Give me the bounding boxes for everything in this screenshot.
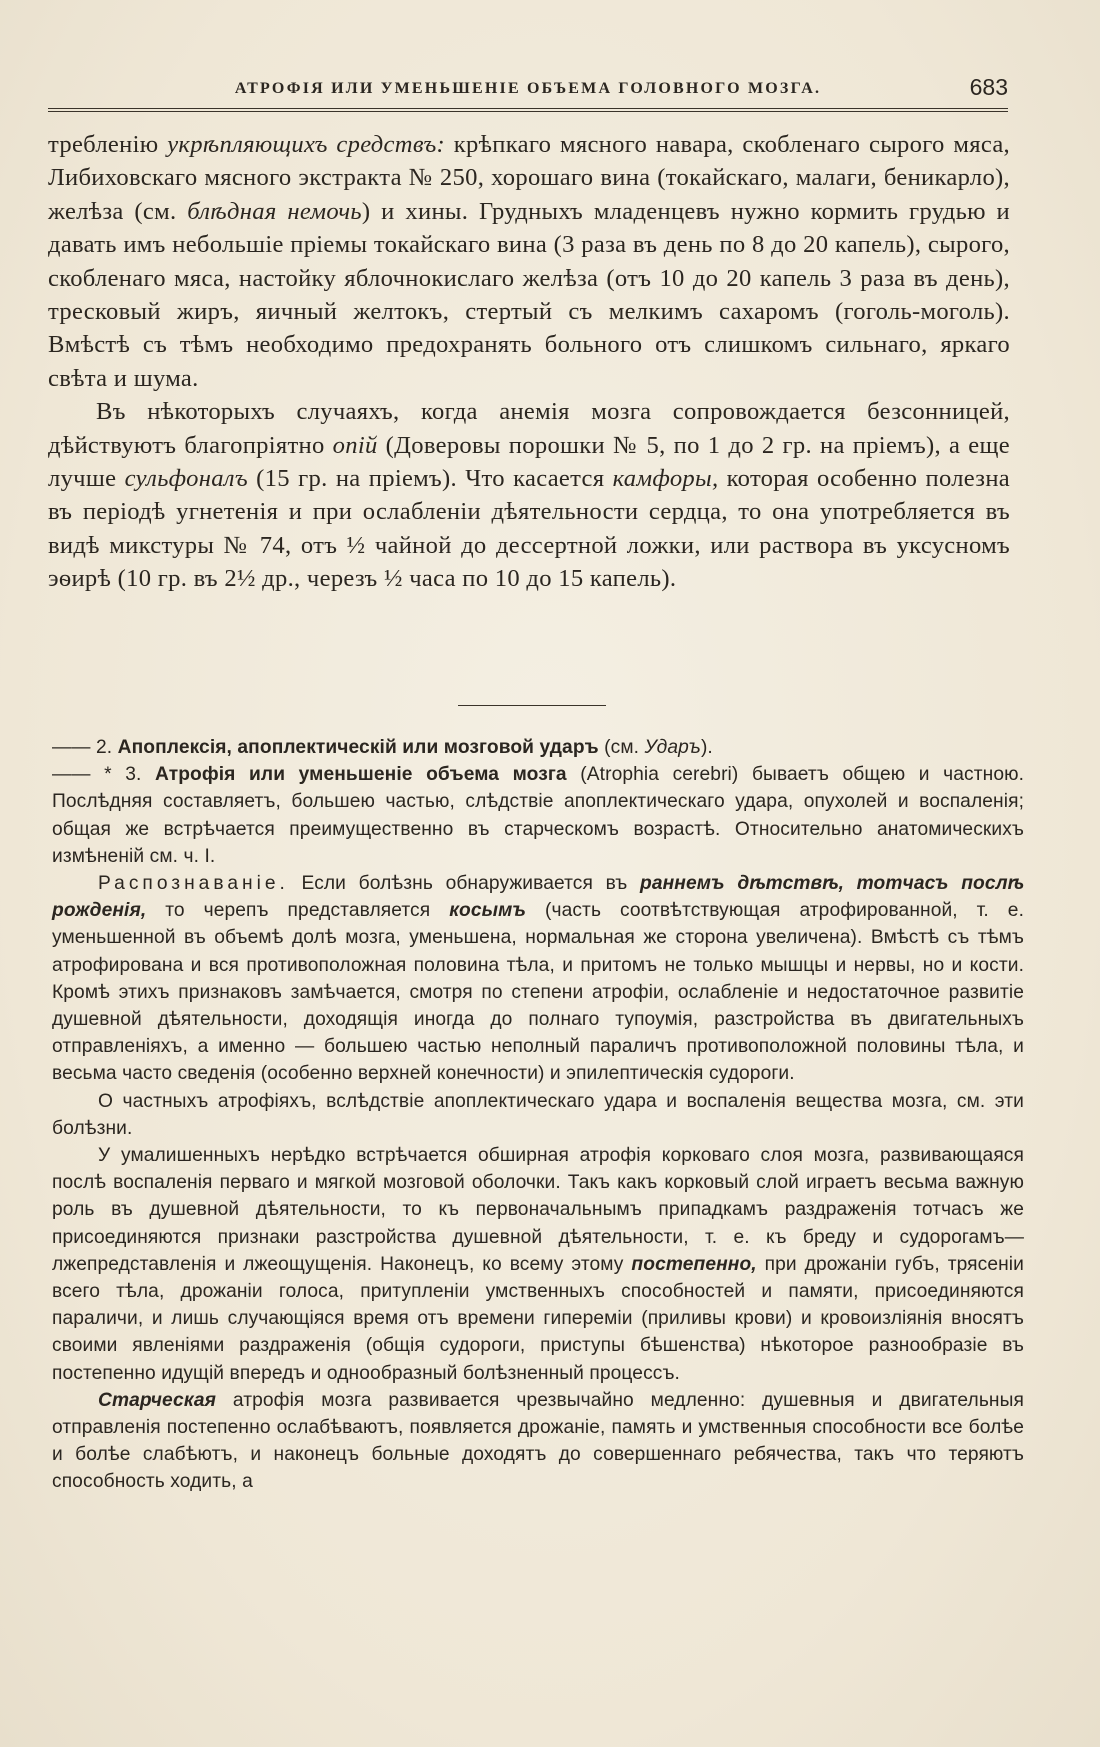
paragraph-senile [52, 1387, 1024, 1496]
paragraph-diagnosis [52, 870, 1024, 1088]
cross-reference: Ударъ [644, 737, 701, 758]
main-text-block [48, 128, 1010, 596]
paragraph-insomnia [48, 395, 1010, 595]
text-run: У умалишенныхъ нерѣдко встрѣчается обширная атрофія корковаго слоя мозга, развивающаяся послѣ воспаленія перваго и мягкой мозговой оболочки. Такъ какъ корковый слой играетъ весьма важную роль въ душевной дѣятельности, то къ первоначальнымъ припадкамъ раздраженія тотчасъ же присоединяются признаки разстройства душевной дѣятельности, т. е. къ бреду и судорогамъ—лжепредставленія и лжеощущенія. Наконецъ, ко всему этому [52, 1145, 1024, 1275]
running-header [48, 74, 1008, 104]
italic-term: опій [332, 431, 378, 459]
text-run: то черепъ представляется [146, 900, 450, 922]
header-rule [48, 108, 1008, 112]
page-number: 683 [969, 74, 1008, 100]
text-run: —— * 3. [52, 764, 155, 786]
text-run: требленію [48, 131, 168, 158]
entry-heading: Атрофія или уменьшеніе объема мозга [155, 764, 567, 786]
small-text-block [52, 734, 1024, 1496]
italic-term: постепенно, [631, 1253, 757, 1275]
entry-apoplexy [52, 734, 1024, 761]
italic-term: укрѣпляющихъ средствъ: [167, 131, 446, 158]
text-run: (Доверовы порошки № 5, по 1 до 2 гр. на пріемъ), а еще лучше [48, 431, 1010, 493]
text-run: при дрожаніи губъ, трясеніи всего тѣла, дрожаніи голоса, притупленіи умственныхъ способностей и памяти, присоединяются параличи, и лишь случающіяся время отъ времени гипереміи (приливы крови) и кровоизліянія вносятъ своими явленіями раздраженія (общія судороги, приступы бѣшенства) нѣкоторое разнообразіе въ постепенно идущій впередъ и однообразный болѣзненный процессъ. [52, 1253, 1024, 1384]
section-separator [458, 705, 606, 706]
entry-heading: Апоплексія, апоплектическій или мозговой ударъ [117, 737, 599, 758]
running-title: АТРОФІЯ ИЛИ УМЕНЬШЕНІЕ ОБЪЕМА ГОЛОВНОГО МОЗГА. [234, 80, 822, 97]
italic-term: Старческая [98, 1389, 217, 1411]
text-run: (Atrophia cerebri) бываетъ общею и частною. Послѣдняя составляетъ, большею частью, слѣдствіе апоплектическаго удара, опухолей и воспаленія; общая же встрѣчается преимущественно въ старческомъ возрастѣ. Относительно анатомическихъ измѣненій см. ч. I. [52, 764, 1025, 867]
text-run: которая особенно полезна въ періодѣ угнетенія и при ослабленіи дѣятельности сердца, то она употребляется въ видѣ микстуры № 74, отъ ½ чайной до дессертной ложки, или раствора въ уксусномъ эѳирѣ (10 гр. въ 2½ др., черезъ ½ часа по 10 до 15 капель). [48, 465, 1010, 593]
text-run: Если болѣзнь обнаруживается въ [288, 873, 641, 895]
text-run: крѣпкаго мясного навара, скобленаго сырого мяса, Либиховскаго мясного экстракта № 250, хорошаго вина (токайскаго, малаги, беникарло), желѣза (см. [48, 131, 1010, 225]
text-run: атрофія мозга развивается чрезвычайно медленно: душевныя и двигательныя отправленія постепенно ослабѣваютъ, появляется дрожаніе, память и умственныя способности все болѣе и болѣе слабѣютъ, и наконецъ больные доходятъ до совершеннаго ребячества, такъ что теряютъ способность ходить, а [52, 1389, 1024, 1493]
italic-term: сульфоналъ [124, 465, 248, 493]
paragraph-treatment [48, 128, 1010, 395]
paragraph-insane [52, 1142, 1024, 1387]
italic-term: блѣдная немочь [187, 197, 362, 225]
subheading: Распознаваніе. [98, 873, 289, 895]
text-run: (часть соотвѣтствующая атрофированной, т. е. уменьшенной въ объемѣ долѣ мозга, уменьшена, нормальная же сторона увеличена). Вмѣстѣ съ тѣмъ атрофирована и вся противоположная половина тѣла, и притомъ не только мышцы и нервы, но и кости. Кромѣ этихъ признаковъ замѣчается, смотря по степени атрофіи, ослабленіе и недостаточное развитіе душевной дѣятельности, доходящія иногда до полнаго тупоумія, разстройства въ двигательныхъ отправленіяхъ, а именно — большею частью неполный параличъ противоположной половины тѣла, и весьма часто сведенія (особенно верхней конечности) и эпилептическія судороги. [52, 900, 1024, 1085]
text-run: (15 гр. на пріемъ). Что касается [247, 465, 613, 493]
text-run: —— 2. [52, 737, 118, 758]
italic-term: камфоры, [612, 465, 719, 493]
paragraph-partial [52, 1088, 1024, 1142]
entry-atrophy [52, 761, 1024, 870]
text-run: (см. [598, 737, 645, 758]
italic-term: раннемъ дѣтствѣ, тотчасъ послѣ рожденія, [52, 873, 1024, 922]
italic-term: косымъ [449, 900, 527, 922]
text-run: О частныхъ атрофіяхъ, вслѣдствіе апоплектическаго удара и воспаленія вещества мозга, см. эти болѣзни. [52, 1090, 1024, 1139]
text-run: ) и хины. Грудныхъ младенцевъ нужно кормить грудью и давать имъ небольшіе пріемы токайскаго вина (3 раза въ день по 8 до 20 капель), сырого, скобленаго мяса, настойку яблочнокислаго желѣза (отъ 10 до 20 капель 3 раза въ день), тресковый жиръ, яичный желтокъ, стертый съ мелкимъ сахаромъ (гоголь-моголь). Вмѣстѣ съ тѣмъ необходимо предохранять больного отъ слишкомъ сильнаго, яркаго свѣта и шума. [48, 197, 1010, 392]
text-run: ). [700, 737, 713, 758]
text-run: Въ нѣкоторыхъ случаяхъ, когда анемія мозга сопровождается безсонницей, дѣйствуютъ благопріятно [48, 398, 1010, 459]
